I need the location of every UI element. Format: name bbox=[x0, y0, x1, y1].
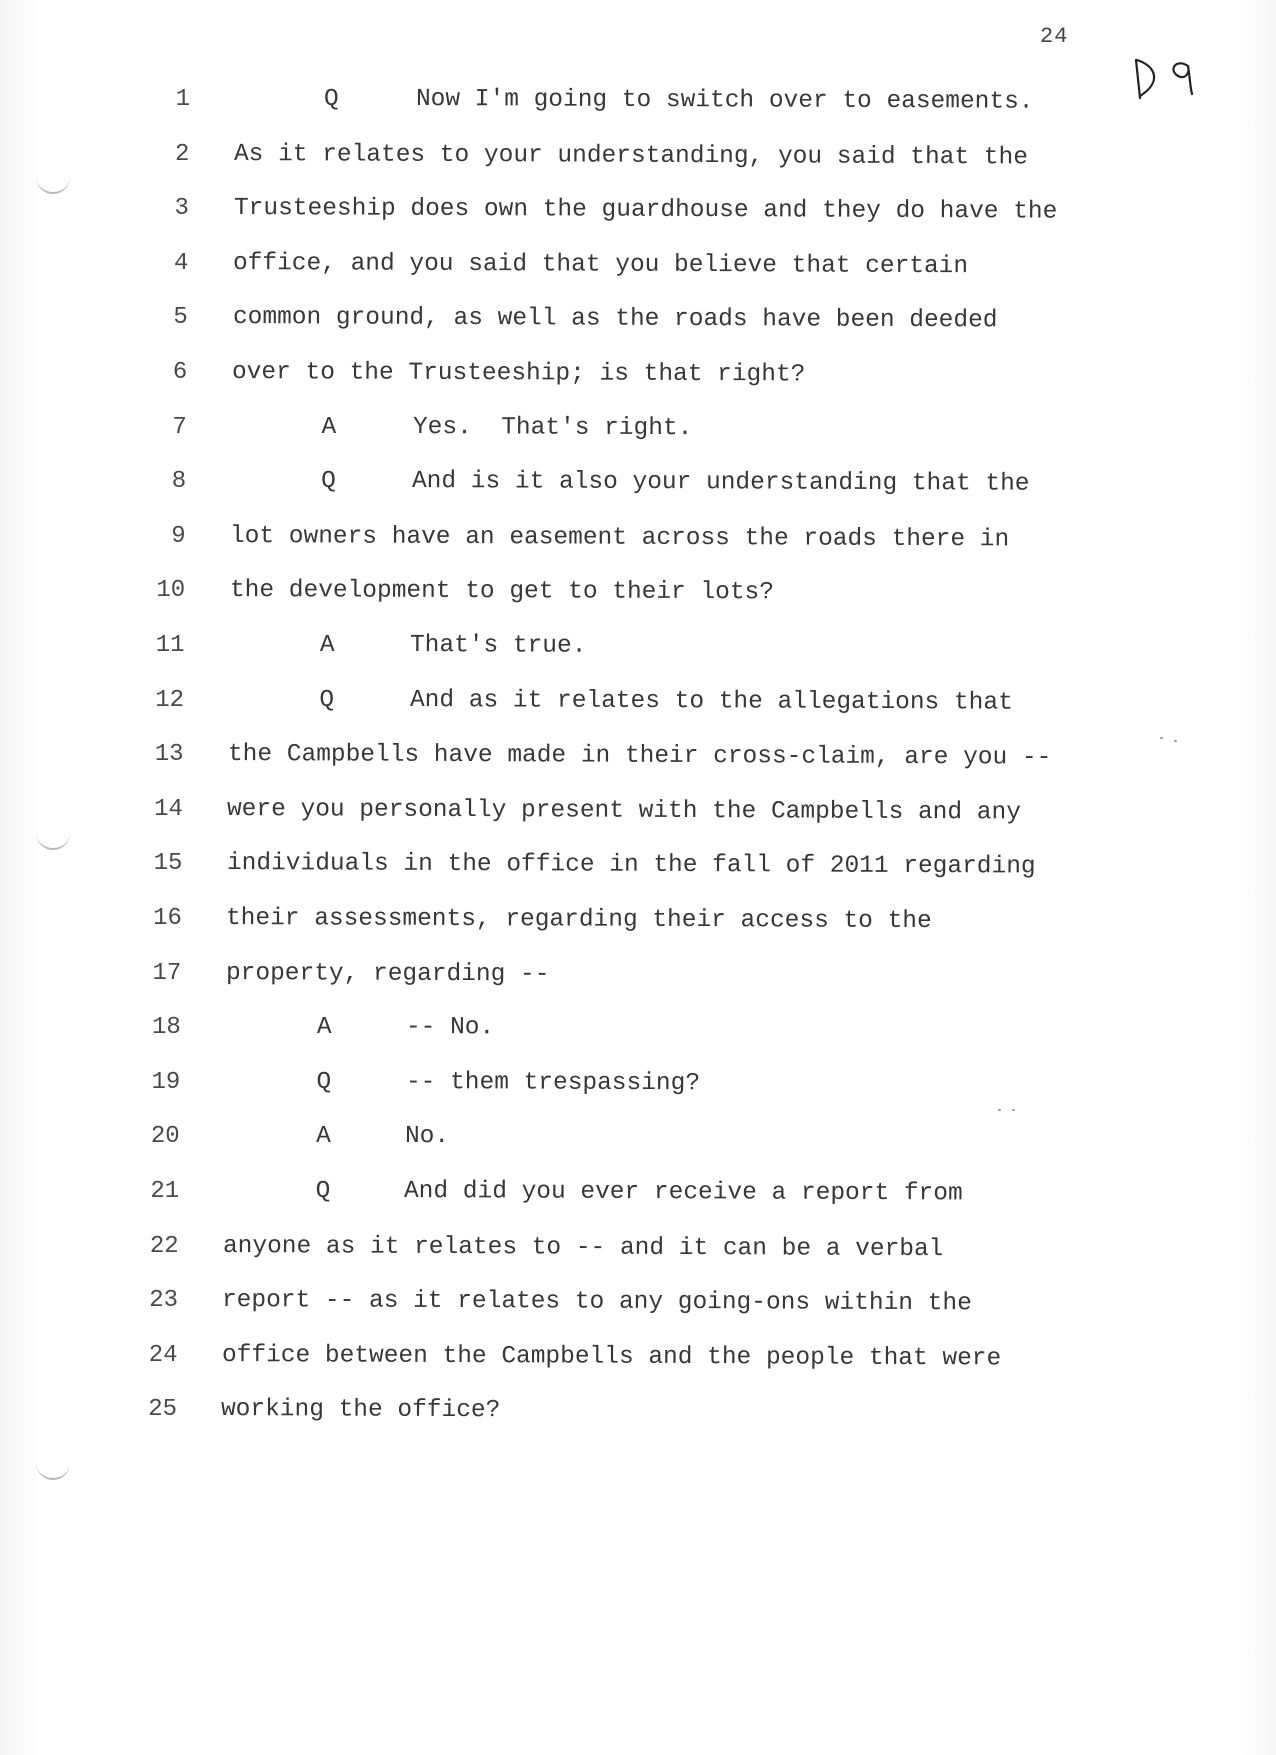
line-text: the Campbells have made in their cross-claim, are you -- bbox=[227, 741, 1052, 772]
transcript-line bbox=[0, 735, 1200, 775]
line-text: anyone as it relates to -- and it can be a verbal bbox=[222, 1232, 944, 1263]
line-text: That's true. bbox=[410, 632, 587, 660]
transcript-line bbox=[0, 244, 1200, 284]
line-number: 24 bbox=[148, 1341, 178, 1369]
line-number: 17 bbox=[152, 959, 182, 987]
speaker-label: Q bbox=[316, 1068, 332, 1096]
line-number: 16 bbox=[153, 905, 182, 932]
line-number: 2 bbox=[175, 140, 190, 168]
speaker-label: Q bbox=[321, 468, 336, 496]
page-number: 24 bbox=[1040, 24, 1069, 49]
line-number: 9 bbox=[171, 522, 186, 550]
line-text: And as it relates to the allegations that bbox=[409, 686, 1013, 717]
line-number: 3 bbox=[174, 195, 189, 223]
line-number: 4 bbox=[173, 249, 189, 277]
line-number: 19 bbox=[151, 1068, 181, 1096]
speaker-label: A bbox=[321, 413, 337, 441]
line-number: 6 bbox=[172, 359, 188, 386]
line-number: 8 bbox=[171, 468, 187, 496]
line-number: 1 bbox=[175, 86, 190, 113]
line-number: 22 bbox=[149, 1232, 179, 1260]
transcript-line bbox=[0, 1336, 1200, 1376]
transcript-line bbox=[0, 844, 1200, 884]
line-number: 5 bbox=[173, 304, 188, 332]
line-number: 20 bbox=[150, 1123, 180, 1151]
transcript-line bbox=[0, 408, 1200, 448]
line-text: working the office? bbox=[220, 1396, 501, 1425]
transcript-line bbox=[0, 1063, 1200, 1103]
transcript-line bbox=[0, 135, 1200, 175]
line-number: 12 bbox=[155, 686, 185, 714]
transcript-line bbox=[0, 517, 1200, 557]
transcript-line bbox=[0, 899, 1200, 939]
line-number: 7 bbox=[172, 413, 187, 441]
speaker-label: Q bbox=[315, 1178, 331, 1205]
line-text: Trusteeship does own the guardhouse and they do have the bbox=[233, 195, 1058, 226]
speaker-label: Q bbox=[319, 686, 335, 714]
line-number: 23 bbox=[149, 1287, 179, 1315]
transcript-line bbox=[0, 571, 1200, 611]
speaker-label: A bbox=[316, 1014, 332, 1042]
line-text: lot owners have an easement across the roads there in bbox=[230, 522, 1010, 554]
line-text: common ground, as well as the roads have been deeded bbox=[232, 304, 998, 335]
line-text: And is it also your understanding that the bbox=[411, 468, 1030, 498]
line-text: property, regarding -- bbox=[225, 959, 550, 989]
scan-speck bbox=[998, 1109, 1001, 1111]
speaker-label: A bbox=[316, 1123, 331, 1151]
line-text: their assessments, regarding their access to the bbox=[226, 905, 933, 936]
line-number: 14 bbox=[154, 795, 183, 823]
line-text: As it relates to your understanding, you said that the bbox=[234, 140, 1029, 172]
line-text: office between the Campbells and the people that were bbox=[221, 1341, 1001, 1373]
line-text: And did you ever receive a report from bbox=[404, 1178, 964, 1208]
line-number: 15 bbox=[153, 850, 183, 878]
line-text: the development to get to their lots? bbox=[229, 577, 774, 607]
transcript-line bbox=[0, 1390, 1200, 1430]
transcript-line bbox=[0, 1172, 1200, 1212]
transcript-line bbox=[0, 1008, 1200, 1048]
transcript-line bbox=[0, 1227, 1200, 1267]
transcript-line bbox=[0, 790, 1200, 830]
transcript-line bbox=[0, 1281, 1200, 1321]
line-number: 25 bbox=[148, 1396, 177, 1424]
line-number: 13 bbox=[154, 741, 184, 769]
transcript-line bbox=[0, 954, 1200, 994]
transcript-line bbox=[0, 462, 1200, 502]
line-number: 21 bbox=[150, 1178, 180, 1205]
line-text: Now I'm going to switch over to easements. bbox=[415, 86, 1034, 116]
transcript-line bbox=[0, 681, 1200, 721]
line-text: individuals in the office in the fall of 2011 regarding bbox=[226, 850, 1036, 881]
line-text: office, and you said that you believe that certain bbox=[233, 249, 969, 281]
transcript-line bbox=[0, 298, 1200, 338]
speaker-label: A bbox=[319, 632, 335, 659]
scan-speck bbox=[1012, 1109, 1015, 1111]
transcript-line bbox=[0, 80, 1200, 120]
transcript-line bbox=[0, 189, 1200, 229]
line-text: No. bbox=[404, 1123, 450, 1151]
line-number: 10 bbox=[156, 577, 186, 605]
transcript-line bbox=[0, 353, 1200, 393]
line-number: 18 bbox=[151, 1014, 181, 1042]
line-text: -- them trespassing? bbox=[405, 1068, 700, 1098]
transcript-line bbox=[0, 1117, 1200, 1157]
line-text: were you personally present with the Campbells and any bbox=[227, 795, 1022, 827]
line-number: 11 bbox=[155, 632, 185, 659]
line-text: over to the Trusteeship; is that right? bbox=[232, 359, 806, 389]
line-text: Yes. That's right. bbox=[412, 413, 692, 442]
line-text: report -- as it relates to any going-ons within the bbox=[222, 1287, 973, 1318]
line-text: -- No. bbox=[406, 1014, 495, 1042]
speaker-label: Q bbox=[324, 86, 339, 113]
binder-hole-bottom bbox=[36, 1462, 70, 1480]
transcript-line bbox=[0, 626, 1200, 666]
